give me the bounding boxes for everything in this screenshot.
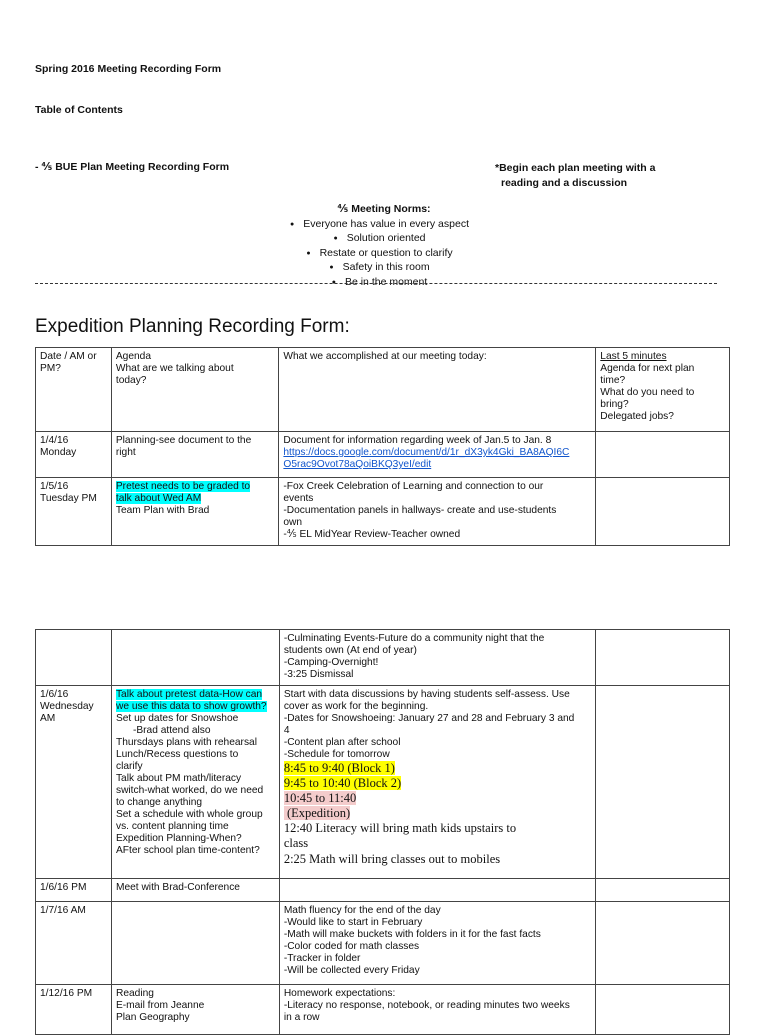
cell-line: -⅘ EL MidYear Review-Teacher owned [283,529,461,540]
cell-line: 1/4/16 [40,435,69,446]
cell-line: own [283,517,303,528]
cell-line: -Camping-Overnight! [283,657,379,668]
cell-line: Agenda [115,351,151,362]
norms-title: ⅘ Meeting Norms: [337,203,431,215]
highlighted-text: talk about Wed AM [115,493,202,504]
last-5-cell [596,902,730,985]
last-5-cell [596,686,730,879]
cell-line: Meet with Brad-Conference [115,882,240,893]
accomplished-cell [279,432,596,478]
section-title: Expedition Planning Recording Form: [35,316,350,337]
table-row [36,686,730,879]
last-5-cell [596,985,730,1035]
cell-line: Wednesday [40,701,94,712]
last-5-cell [596,879,730,902]
cell-line: Planning-see document to the [115,435,252,446]
agenda-cell [111,630,279,686]
cell-line: -Content plan after school [283,737,401,748]
cell-line: Tuesday PM [40,493,97,504]
highlighted-text: Pretest needs to be graded to [115,481,251,492]
cell-line: What do you need to [600,387,695,398]
last-5-cell [596,630,730,686]
cell-line: switch-what worked, do we need [115,785,264,796]
schedule-block: 9:45 to 10:40 (Block 2) [283,776,402,790]
cell-line: Set up dates for Snowshoe [115,713,239,724]
cell-line: Set a schedule with whole group [115,809,263,820]
table-row [36,478,730,546]
cell-line: -Dates for Snowshoeing: January 27 and 28 and February 3 and [283,713,575,724]
cell-line: -Will be collected every Friday [283,965,420,976]
norm-item: ● Restate or question to clarify [0,247,768,262]
header-accomplished: What we accomplished at our meeting today: [279,348,596,432]
schedule-block: 10:45 to 11:40 [283,791,357,805]
accomplished-cell [279,879,595,902]
agenda-cell [111,686,279,879]
cell-line: Reading [115,988,154,999]
highlighted-text: we use this data to show growth? [115,701,267,712]
schedule-block: (Expedition) [283,806,351,820]
norm-item: ● Safety in this room [0,261,768,276]
cell-line: -Culminating Events-Future do a community night that the [283,633,545,644]
date-cell [36,985,112,1035]
cell-line: -Literacy no response, notebook, or reading minutes two weeks [283,1000,570,1011]
cell-line: -Fox Creek Celebration of Learning and connection to our [283,481,544,492]
document-link[interactable]: O5rac9Ovot78aQoiBKQ3yeI/edit [283,459,432,470]
cell-line: Talk about PM math/literacy [115,773,242,784]
cell-line: Thursdays plans with rehearsal [115,737,257,748]
schedule-block: 8:45 to 9:40 (Block 1) [283,761,395,775]
cell-line: Last 5 minutes [600,351,667,362]
cell-line: -Math will make buckets with folders in it for the fast facts [283,929,541,940]
header-agenda [111,348,279,432]
cell-line: clarify [115,761,143,772]
norm-item: ● Solution oriented [0,232,768,247]
cell-line: PM? [40,363,61,374]
schedule-note: 12:40 Literacy will bring math kids upstairs to [283,821,517,835]
cell-line: Start with data discussions by having students self-assess. Use [283,689,570,700]
date-cell [36,879,112,902]
meeting-note [495,161,735,191]
cell-line: What are we talking about [115,363,234,374]
cell-line: -Would like to start in February [283,917,423,928]
cell-line: AM [40,713,56,724]
cell-line: cover as work for the beginning. [283,701,429,712]
table-of-contents-heading: Table of Contents [35,104,123,116]
table-row [36,630,730,686]
accomplished-cell [279,985,595,1035]
cell-line: bring? [600,399,629,410]
header-date [36,348,112,432]
agenda-cell [111,879,279,902]
toc-item[interactable]: - ⅘ BUE Plan Meeting Recording Form [35,161,230,173]
cell-line: -3:25 Dismissal [283,669,354,680]
last-5-cell [596,478,730,546]
cell-line: Team Plan with Brad [115,505,210,516]
table-row [36,985,730,1035]
table-row [36,879,730,902]
cell-line: right [115,447,136,458]
document-link[interactable]: https://docs.google.com/document/d/1r_dX3yk4Gki_BA8AQI6C [283,447,570,458]
schedule-note: 2:25 Math will bring classes out to mobiles [283,852,501,866]
note-line: *Begin each plan meeting with a [495,162,656,174]
header-last-5 [596,348,730,432]
cell-line: vs. content planning time [115,821,229,832]
cell-line: 1/5/16 [40,481,69,492]
cell-line: -Brad attend also [115,725,211,736]
accomplished-cell [279,686,595,879]
cell-line: Delegated jobs? [600,411,674,422]
date-cell [36,630,112,686]
cell-line: in a row [283,1012,320,1023]
norm-item: ● Everyone has value in every aspect [0,218,768,233]
table-header-row [36,348,730,432]
agenda-cell [111,432,279,478]
cell-line: Agenda for next plan [600,363,695,374]
highlighted-text: Talk about pretest data-How can [115,689,263,700]
table-row [36,432,730,478]
last-5-cell [596,432,730,478]
recording-table-2 [35,629,730,1035]
cell-line: -Color coded for math classes [283,941,420,952]
agenda-cell [111,478,279,546]
date-cell [36,432,112,478]
date-cell [36,478,112,546]
accomplished-cell [279,630,595,686]
cell-line: E-mail from Jeanne [115,1000,205,1011]
cell-line: Plan Geography [115,1012,190,1023]
cell-line: 1/12/16 PM [40,988,93,999]
cell-line: -Tracker in folder [283,953,361,964]
cell-line: -Schedule for tomorrow [283,749,390,760]
agenda-cell [111,902,279,985]
cell-line: 1/6/16 PM [40,882,87,893]
cell-line: AFter school plan time-content? [115,845,260,856]
table-row [36,902,730,985]
cell-line: Homework expectations: [283,988,396,999]
date-cell [36,686,112,879]
cell-line: Expedition Planning-When? [115,833,242,844]
cell-line: Date / AM or [40,351,97,362]
cell-line: 1/7/16 AM [40,905,86,916]
cell-line: Document for information regarding week of Jan.5 to Jan. 8 [283,435,552,446]
agenda-cell [111,985,279,1035]
norm-item: ● Be in the moment [0,276,768,291]
cell-line: time? [600,375,626,386]
schedule-note: class [283,836,309,850]
dashed-divider [35,283,717,284]
cell-line: today? [115,375,147,386]
recording-table-1 [35,347,730,546]
cell-line: Lunch/Recess questions to [115,749,239,760]
cell-line: -Documentation panels in hallways- create and use-students [283,505,557,516]
date-cell [36,902,112,985]
accomplished-cell [279,902,595,985]
cell-line: students own (At end of year) [283,645,417,656]
cell-line: 4 [283,725,290,736]
cell-line: to change anything [115,797,203,808]
document-title: Spring 2016 Meeting Recording Form [35,63,222,75]
accomplished-cell [279,478,596,546]
cell-line: events [283,493,314,504]
cell-line: Math fluency for the end of the day [283,905,441,916]
meeting-norms [0,203,768,291]
cell-line: Monday [40,447,77,458]
cell-line: 1/6/16 [40,689,69,700]
note-line: reading and a discussion [501,177,628,189]
